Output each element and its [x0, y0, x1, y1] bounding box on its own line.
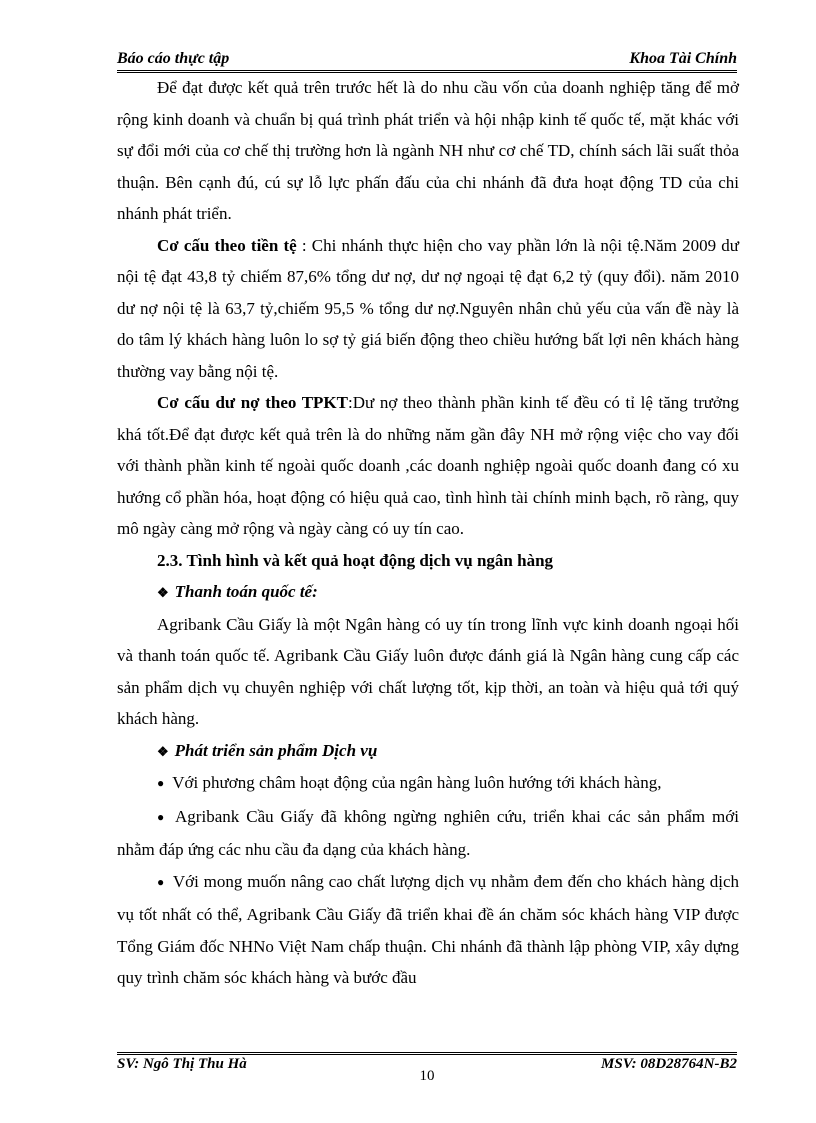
list-item — [117, 866, 739, 994]
section-heading: 2.3. Tình hình và kết quả hoạt động dịch vụ ngân hàng — [157, 550, 554, 570]
paragraph-agribank: Agribank Cầu Giấy là một Ngân hàng có uy tín trong lĩnh vực kinh doanh ngoại hối và thanh toán quốc tế. Agribank Cầu Giấy luôn được đánh giá là Ngân hàng cung cấp các sản phẩm dịch vụ chuyên nghiệp với chất lượng tốt, kịp thời, an toàn và hiệu quả tới quý khách hàng. — [117, 614, 739, 728]
economic-sector-text: :Dư nợ theo thành phần kinh tế đều có tỉ lệ tăng trưởng khá tốt.Để đạt được kết quả trên là do những năm gần đây NH mở rộng việc cho vay đối với thành phần kinh tế ngoài quốc doanh ,các doanh nghiệp ngoài quốc doanh đang có xu hướng cổ phần hóa, hoạt động có hiệu quả cao, tình hình tài chính minh bạch, rõ ràng, quy mô ngày càng mở rộng và ngày càng có uy tín cao. — [117, 393, 739, 538]
header-faculty: Khoa Tài Chính — [629, 50, 737, 67]
header-report-title: Báo cáo thực tập — [117, 50, 230, 67]
list-item — [117, 767, 739, 801]
paragraph-economic-sector — [117, 387, 739, 545]
currency-structure-text: : Chi nhánh thực hiện cho vay phần lớn là nội tệ.Năm 2009 dư nội tệ đạt 43,8 tỷ chiếm 87,6% tổng dư nợ, dư nợ ngoại tệ đạt 6,2 tỷ (quy đổi). năm 2010 dư nợ nội tệ là 63,7 tỷ,chiếm 95,5 % tổng dư nợ.Nguyên nhân chủ yếu của vấn đề này là do tâm lý khách hàng luôn lo sợ tỷ giá biến động theo chiều hướng bất lợi nên khách hàng thường vay bằng nội tệ. — [117, 235, 739, 381]
subheading-international-payment — [117, 576, 739, 609]
footer-student-name: SV: Ngô Thị Thu Hà — [117, 1056, 247, 1072]
bullet-dot-icon: ● — [157, 874, 165, 889]
subheading-product-development-text: Phát triển sản phẩm Dịch vụ — [174, 740, 378, 760]
list-item-text: Với mong muốn nâng cao chất lượng dịch vụ nhằm đem đến cho khách hàng dịch vụ tốt nhất có thể, Agribank Cầu Giấy đã triển khai đề án chăm sóc khách hàng VIP được Tổng Giám đốc NHNo Việt Nam chấp thuận. Chi nhánh đã thành lập phòng VIP, xây dựng quy trình chăm sóc khách hàng và bước đầu — [117, 871, 739, 987]
page-footer — [117, 1056, 737, 1086]
paragraph-results: Để đạt được kết quả trên trước hết là do nhu cầu vốn của doanh nghiệp tăng để mở rộng kinh doanh và chuẩn bị quá trình phát triển và hội nhập kinh tế quốc tế, mặt khác với sự đổi mới của cơ chế thị trường hơn là ngành NH như cơ chế TD, chính sách lãi suất thỏa thuận. Bên cạnh đú, cú sự lỗ lực phấn đấu của chi nhánh đã đưa hoạt động TD của chi nhánh phát triển. — [117, 78, 739, 223]
list-item-text: Agribank Cầu Giấy đã không ngừng nghiên cứu, triển khai các sản phẩm mới nhằm đáp ứng các nhu cầu đa dạng của khách hàng. — [117, 806, 739, 859]
page-number: 10 — [419, 1068, 435, 1084]
subheading-international-payment-text: Thanh toán quốc tế: — [174, 582, 318, 601]
bullet-dot-icon: ● — [157, 776, 165, 790]
footer-divider — [117, 1052, 737, 1055]
currency-structure-label: Cơ cấu theo tiền tệ — [157, 235, 297, 255]
diamond-bullet-icon: ❖ — [157, 585, 169, 600]
page-header — [117, 50, 737, 70]
bullet-dot-icon: ● — [157, 809, 168, 824]
diamond-bullet-icon: ❖ — [157, 743, 169, 759]
document-body — [117, 72, 739, 994]
list-item-text: Với phương châm hoạt động của ngân hàng luôn hướng tới khách hàng, — [172, 773, 662, 792]
subheading-product-development — [117, 735, 739, 768]
list-item — [117, 801, 739, 866]
footer-student-id: MSV: 08D28764N-B2 — [601, 1056, 737, 1072]
economic-sector-label: Cơ cấu dư nợ theo TPKT — [157, 393, 348, 412]
paragraph-currency-structure — [117, 230, 739, 388]
